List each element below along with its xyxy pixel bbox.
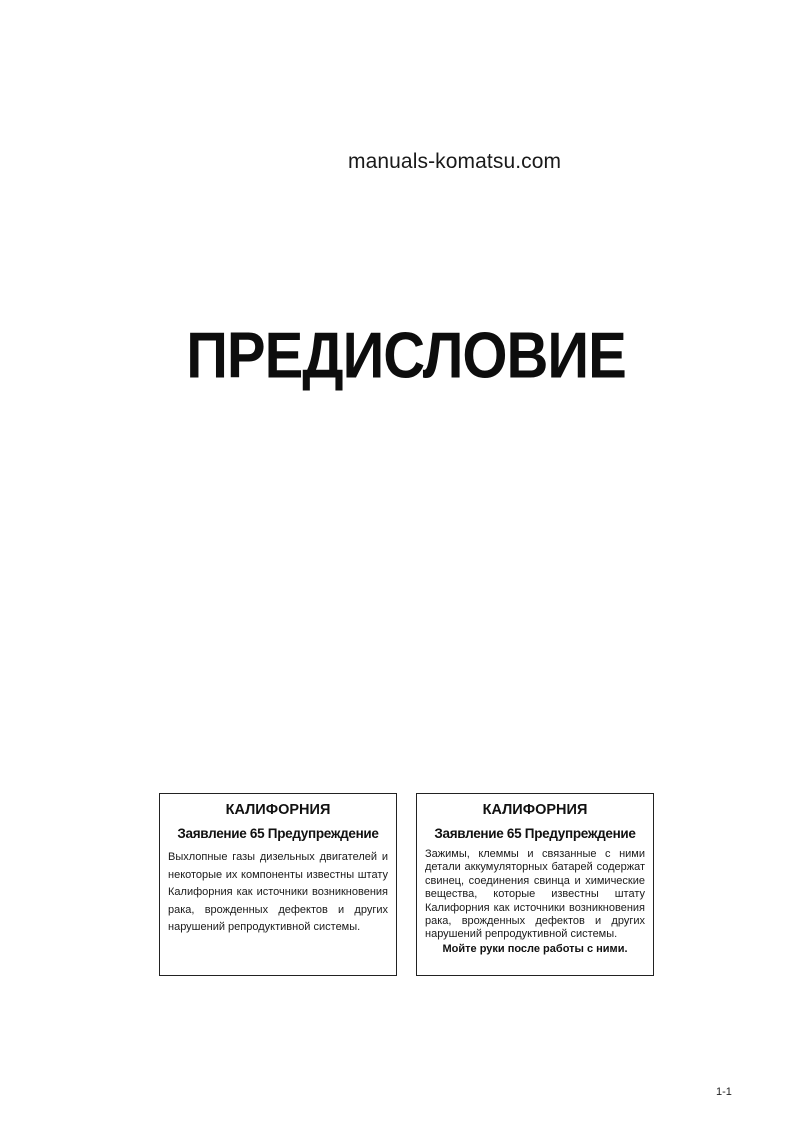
prop65-warning-exhaust (159, 793, 397, 976)
warning-emphasis: Мойте руки после работы с ними. (442, 942, 628, 955)
prop65-warning-battery (416, 793, 654, 976)
warning-heading: КАЛИФОРНИЯ (225, 802, 331, 818)
warning-body: Зажимы, клеммы и связанные с ними детали аккумуляторных батарей содержат свинец, соединения свинца и химические вещества, которые известны штату Калифорния как источники возникновения рака, врожденных дефектов и других нарушений репродуктивной системы. (425, 848, 645, 941)
warning-heading: КАЛИФОРНИЯ (482, 802, 588, 818)
site-url: manuals-komatsu.com (348, 150, 562, 173)
warning-subheading: Заявление 65 Предупреждение (434, 826, 636, 841)
warning-body: Выхлопные газы дизельных двигателей и некоторые их компоненты известны штату Калифорния как источники возникновения рака, врожденных дефектов и других нарушений репродуктивной системы. (168, 851, 388, 934)
page-number: 1-1 (716, 1086, 732, 1098)
page-title: ПРЕДИСЛОВИЕ (186, 319, 626, 392)
warning-subheading: Заявление 65 Предупреждение (177, 826, 379, 841)
